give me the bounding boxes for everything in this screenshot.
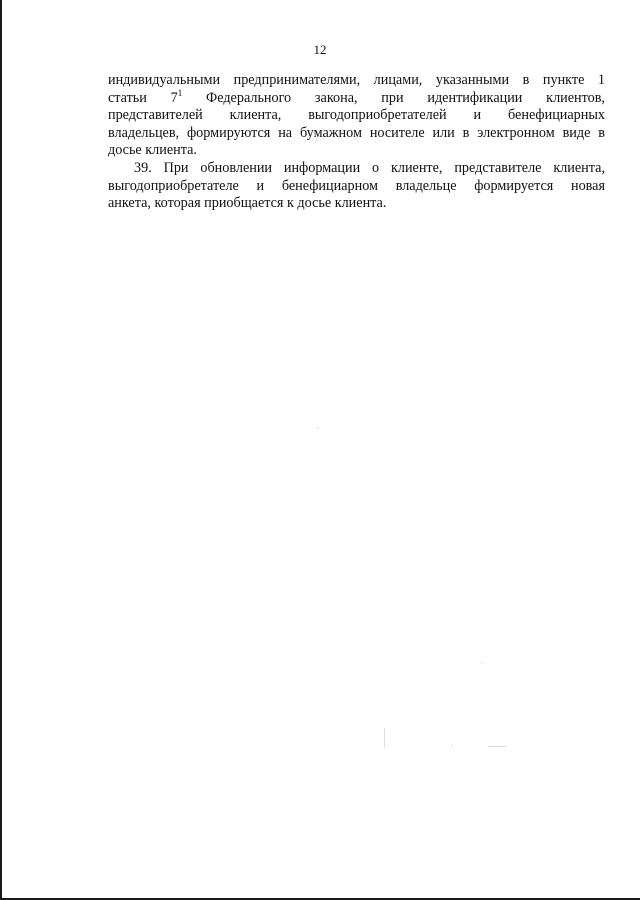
body-text — [108, 72, 605, 213]
scan-speck — [317, 428, 318, 429]
scan-speck — [452, 745, 453, 746]
paragraph-2 — [108, 160, 605, 213]
paragraph-2-line-2: выгодоприобретателе и бенефициарном владельце формируется новая — [108, 177, 605, 194]
paragraph-1-line-2 — [108, 87, 605, 108]
scan-speck — [481, 662, 482, 663]
paragraph-1-line-3: представителей клиента, выгодоприобретателей и бенефициарных — [108, 107, 605, 124]
scan-speck — [488, 746, 506, 747]
paragraph-2-line-1: 39. При обновлении информации о клиенте, представителе клиента, — [134, 159, 605, 176]
paragraph-2-line-3: анкета, которая приобщается к досье клиента. — [108, 195, 387, 212]
paragraph-1-line-2-part-2: Федерального закона, при идентификации клиентов, — [182, 89, 605, 106]
scan-edge-left — [0, 0, 2, 900]
paragraph-1 — [108, 72, 605, 160]
superscript-index: 1 — [177, 87, 183, 98]
paragraph-1-line-1: индивидуальными предпринимателями, лицами, указанными в пункте 1 — [108, 72, 605, 88]
page-number: 12 — [313, 42, 327, 57]
paragraph-1-line-5: досье клиента. — [108, 142, 197, 159]
paragraph-1-line-2-part-1: статьи 7 — [108, 89, 178, 106]
scan-speck — [384, 728, 385, 748]
paragraph-1-line-4: владельцев, формируются на бумажном носителе или в электронном виде в — [108, 124, 605, 141]
